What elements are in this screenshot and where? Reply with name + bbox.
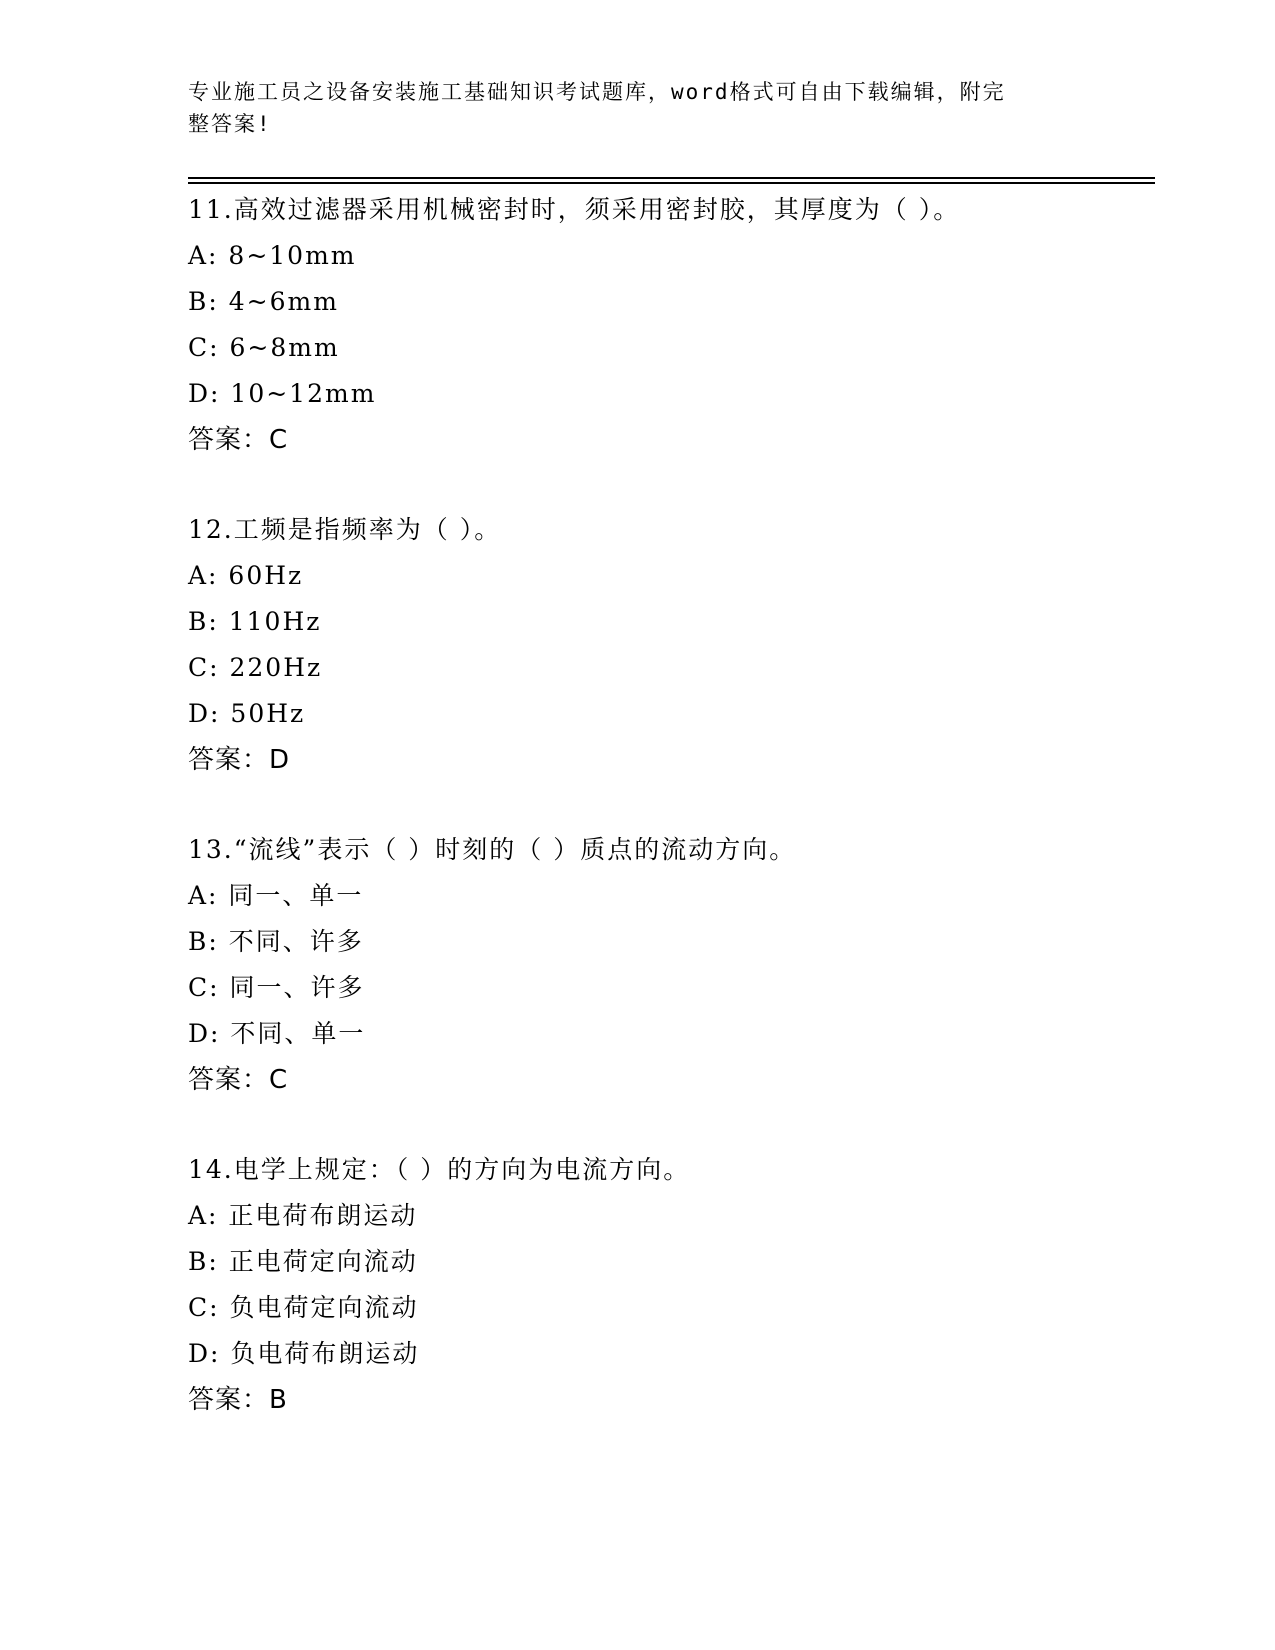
header-rule-top [188, 177, 1155, 179]
answer-label: 答案：C [188, 1065, 289, 1095]
question-stem: 12.工频是指频率为（ ）。 [188, 515, 502, 544]
answer-label: 答案：D [188, 745, 291, 775]
option-d: D: 10~12mm [188, 379, 377, 408]
header-rule-bottom [188, 182, 1155, 184]
question-stem: 11.高效过滤器采用机械密封时，须采用密封胶，其厚度为（ ）。 [188, 195, 961, 224]
option-b: B: 110Hz [188, 607, 322, 636]
answer-label: 答案：B [188, 1385, 288, 1415]
option-c: C: 6~8mm [188, 333, 340, 362]
question-11 [188, 187, 960, 463]
option-a: A: 同一、单一 [188, 881, 364, 910]
header-line-1: 专业施工员之设备安装施工基础知识考试题库，word格式可自由下载编辑，附完 [188, 80, 1006, 104]
question-14 [188, 1147, 690, 1423]
document-header [188, 76, 1068, 140]
option-d: D: 50Hz [188, 699, 306, 728]
option-b: B: 4~6mm [188, 287, 339, 316]
option-c: C: 同一、许多 [188, 973, 365, 1002]
question-12 [188, 507, 501, 783]
option-b: B: 正电荷定向流动 [188, 1247, 418, 1276]
option-d: D: 负电荷布朗运动 [188, 1339, 420, 1368]
question-13 [188, 827, 796, 1103]
option-a: A: 正电荷布朗运动 [188, 1201, 418, 1230]
option-b: B: 不同、许多 [188, 927, 364, 956]
option-c: C: 220Hz [188, 653, 323, 682]
option-a: A: 60Hz [188, 561, 304, 590]
option-d: D: 不同、单一 [188, 1019, 366, 1048]
option-a: A: 8~10mm [188, 241, 357, 270]
answer-label: 答案：C [188, 425, 289, 455]
question-stem: 13.“流线”表示（ ）时刻的（ ）质点的流动方向。 [188, 835, 797, 864]
question-stem: 14.电学上规定：（ ）的方向为电流方向。 [188, 1155, 691, 1184]
option-c: C: 负电荷定向流动 [188, 1293, 419, 1322]
header-line-2: 整答案! [188, 112, 272, 136]
